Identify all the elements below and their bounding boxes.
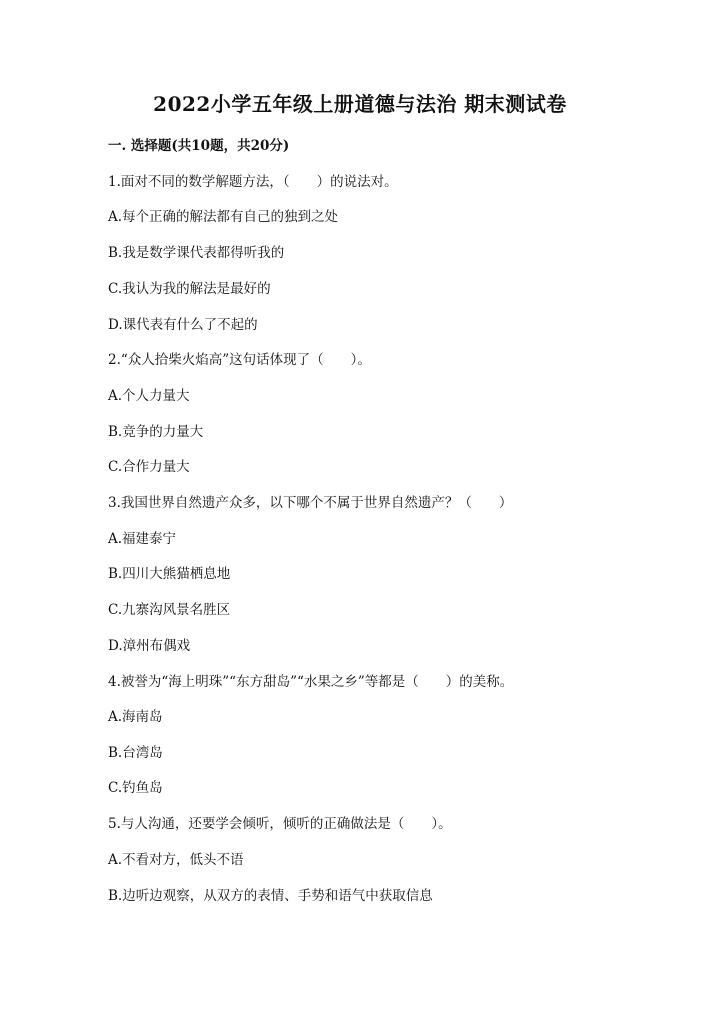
question-1-option-c: C.我认为我的解法是最好的	[108, 281, 271, 297]
question-2-option-a: A.个人力量大	[108, 388, 190, 404]
question-1-stem: 1.面对不同的数学解题方法，（ ）的说法对。	[108, 174, 398, 190]
section-heading: 一. 选择题(共10题，共20分)	[108, 138, 290, 154]
question-3-stem: 3.我国世界自然遗产众多，以下哪个不属于世界自然遗产？（ ）	[108, 495, 513, 511]
question-4-option-b: B.台湾岛	[108, 745, 163, 761]
page-title: 2022小学五年级上册道德与法治 期末测试卷	[153, 92, 567, 116]
question-3-option-d: D.漳州布偶戏	[108, 638, 191, 654]
question-5-stem: 5.与人沟通，还要学会倾听，倾听的正确做法是（ ）。	[108, 816, 452, 832]
question-3-option-a: A.福建泰宁	[108, 531, 177, 547]
question-1-option-d: D.课代表有什么了不起的	[108, 317, 258, 333]
question-4-stem: 4.被誉为“海上明珠”“东方甜岛”“水果之乡”等都是（ ）的美称。	[108, 674, 514, 690]
question-3-option-c: C.九寨沟风景名胜区	[108, 602, 231, 618]
question-4-option-c: C.钓鱼岛	[108, 780, 163, 796]
question-2-option-b: B.竞争的力量大	[108, 424, 204, 440]
question-2-stem: 2.“众人拾柴火焰高”这句话体现了（ ）。	[108, 352, 371, 368]
question-5-option-a: A.不看对方，低头不语	[108, 852, 244, 868]
question-1-option-a: A.每个正确的解法都有自己的独到之处	[108, 209, 339, 225]
question-1-option-b: B.我是数学课代表都得听我的	[108, 245, 285, 261]
question-2-option-c: C.合作力量大	[108, 459, 190, 475]
question-4-option-a: A.海南岛	[108, 709, 163, 725]
question-5-option-b: B.边听边观察，从双方的表情、手势和语气中获取信息	[108, 888, 433, 904]
question-3-option-b: B.四川大熊猫栖息地	[108, 566, 231, 582]
